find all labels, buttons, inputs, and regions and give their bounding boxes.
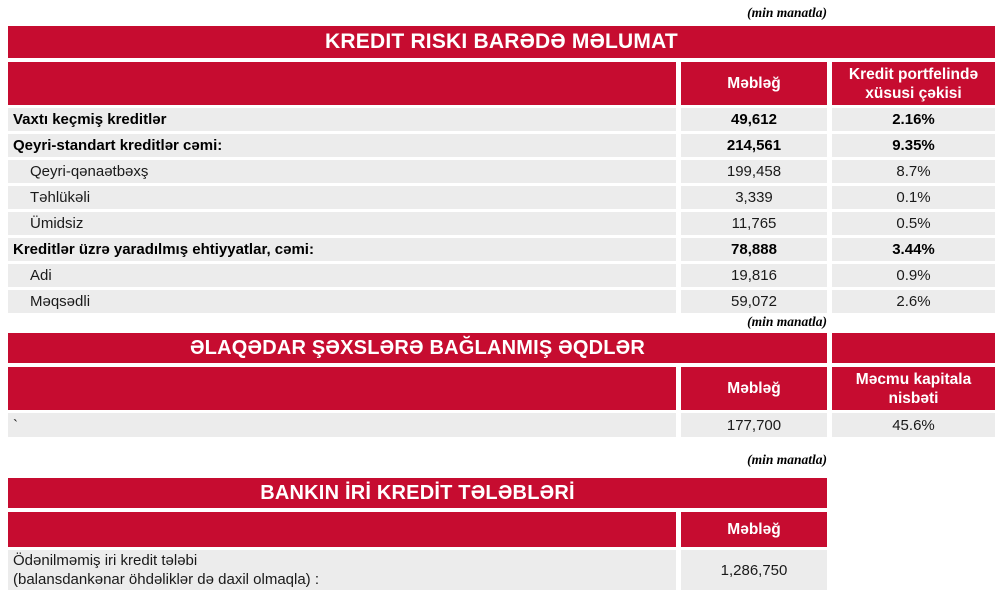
row-amount: 19,816 [681,264,827,287]
row-share: 2.6% [832,290,995,313]
large-credit-table-title: BANKIN İRİ KREDİT TƏLƏBLƏRİ [8,478,827,508]
row-amount: 177,700 [681,413,827,437]
row-amount: 214,561 [681,134,827,157]
column-header-ratio: Məcmu kapitala nisbəti [832,367,995,410]
related-parties-table [8,333,995,437]
row-amount: 199,458 [681,160,827,183]
column-header-amount: Məbləğ [681,512,827,547]
row-share: 3.44% [832,238,995,261]
row-share: 9.35% [832,134,995,157]
row-label: Qeyri-standart kreditlər cəmi: [8,134,676,157]
column-header-share: Kredit portfelində xüsusi çəkisi [832,62,995,105]
header-spacer-cell [8,367,676,410]
row-label: Təhlükəli [8,186,676,209]
table-row [8,186,995,209]
row-amount: 3,339 [681,186,827,209]
table-row [8,550,995,590]
row-amount: 78,888 [681,238,827,261]
related-parties-title-row [8,333,995,363]
row-label-line1: Ödənilməmiş iri kredit tələbi [13,552,198,569]
table-row [8,413,995,437]
table-row [8,238,995,261]
row-share: 0.1% [832,186,995,209]
row-label [8,550,676,590]
credit-risk-table-title: KREDIT RISKI BARƏDƏ MƏLUMAT [8,26,995,58]
table-row [8,160,995,183]
units-note: (min manatla) [747,5,827,20]
column-header-amount: Məbləğ [681,367,827,410]
table-row [8,212,995,235]
table-row [8,290,995,313]
header-spacer-cell [8,512,676,547]
row-label: Adi [8,264,676,287]
row-share: 2.16% [832,108,995,131]
units-note: (min manatla) [747,314,827,329]
table-row [8,134,995,157]
row-label: ` [8,413,676,437]
header-spacer-cell [8,62,676,105]
row-amount: 11,765 [681,212,827,235]
row-amount: 49,612 [681,108,827,131]
credit-risk-table [8,26,995,313]
row-amount: 59,072 [681,290,827,313]
row-ratio: 45.6% [832,413,995,437]
table-row [8,108,995,131]
units-note: (min manatla) [747,452,827,467]
column-header-amount: Məbləğ [681,62,827,105]
row-label: Qeyri-qənaətbəxş [8,160,676,183]
row-share: 0.9% [832,264,995,287]
row-label-line2: (balansdankənar öhdəliklər də daxil olmaqla) : [13,571,320,588]
row-share: 8.7% [832,160,995,183]
table-row [8,264,995,287]
row-label: Kreditlər üzrə yaradılmış ehtiyyatlar, cəmi: [8,238,676,261]
related-parties-table-title: ƏLAQƏDAR ŞƏXSLƏRƏ BAĞLANMIŞ ƏQDLƏR [8,333,827,363]
row-label: Vaxtı keçmiş kreditlər [8,108,676,131]
row-label: Ümidsiz [8,212,676,235]
large-credit-header-row [8,512,995,547]
row-share: 0.5% [832,212,995,235]
related-parties-header-row [8,367,995,410]
credit-risk-header-row [8,62,995,105]
row-amount: 1,286,750 [681,550,827,590]
row-label: Məqsədli [8,290,676,313]
title-spacer-cell [832,333,995,363]
large-credit-table [8,478,995,590]
